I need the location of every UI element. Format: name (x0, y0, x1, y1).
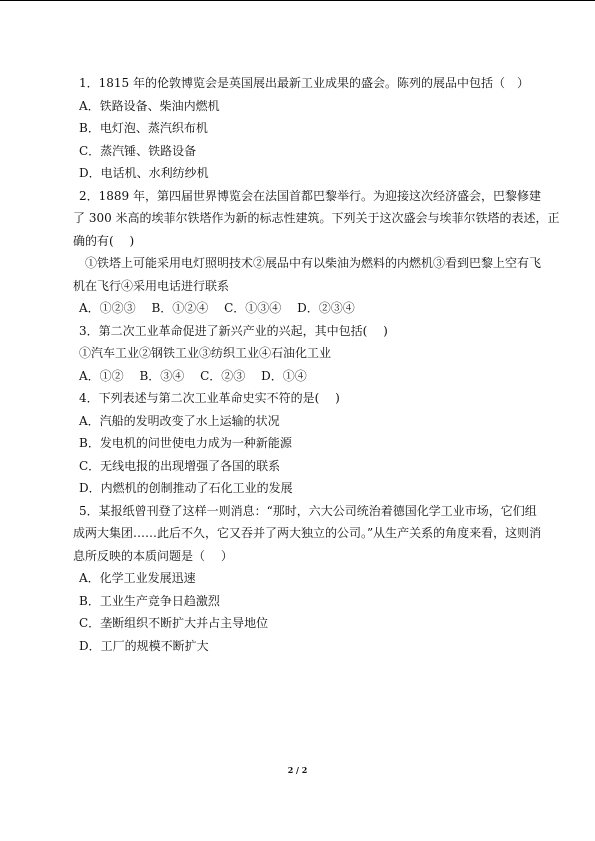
question-3-items: ①汽车工业②钢铁工业③纺织工业④石油化工业 (79, 346, 332, 360)
page-number: 2 / 2 (287, 765, 308, 775)
question-3 (73, 320, 543, 388)
question-3-stem: 3．第二次工业革命促进了新兴产业的兴起，其中包括( ) (79, 323, 388, 338)
question-4-option-a: A．汽船的发明改变了水上运输的状况 (79, 413, 280, 428)
question-5-stem-line-3: 息所反映的本质问题是（ ） (73, 548, 233, 563)
top-rule (0, 0, 595, 1)
question-1-option-c: C．蒸汽锤、铁路设备 (79, 143, 197, 158)
question-list (73, 72, 560, 657)
question-2-stem-line-5: 机在飞行④采用电话进行联系 (73, 278, 230, 293)
question-2-stem-line-2: 了 300 米高的埃菲尔铁塔作为新的标志性建筑。下列关于这次盛会与埃菲尔铁塔的表述，正 (73, 211, 560, 225)
question-1 (73, 72, 543, 185)
question-5 (73, 500, 543, 658)
question-2-stem-line-1: 2．1889 年，第四届世界博览会在法国首都巴黎举行。为迎接这次经济盛会，巴黎修建 (79, 188, 541, 203)
question-1-option-a: A．铁路设备、柴油内燃机 (79, 98, 220, 113)
question-5-option-a: A．化学工业发展迅速 (79, 571, 196, 585)
question-4-stem: 4．下列表述与第二次工业革命史实不符的是( ) (79, 391, 340, 405)
question-2-stem-line-4: ①铁塔上可能采用电灯照明技术②展品中有以柴油为燃料的内燃机③看到巴黎上空有飞 (73, 256, 542, 270)
question-4-option-c: C．无线电报的出现增强了各国的联系 (79, 458, 281, 473)
question-1-option-b: B．电灯泡、蒸汽织布机 (79, 121, 208, 135)
question-5-option-d: D．工厂的规模不断扩大 (79, 638, 209, 653)
question-3-options: A．①② B．③④ C．②③ D．①④ (79, 368, 307, 383)
question-2 (73, 185, 560, 320)
question-2-options: A．①②③ B．①②④ C．①③④ D．②③④ (79, 301, 355, 315)
question-4-option-d: D．内燃机的创制推动了石化工业的发展 (79, 481, 293, 495)
question-5-stem-line-1: 5．某报纸曾刊登了这样一则消息：“那时，六大公司统治着德国化学工业市场，它们组 (79, 503, 537, 518)
question-4-option-b: B．发电机的问世使电力成为一种新能源 (79, 436, 292, 450)
question-2-stem-line-3: 确的有( ) (73, 233, 135, 248)
question-5-option-b: B．工业生产竞争日趋激烈 (79, 593, 220, 608)
question-1-stem: 1．1815 年的伦敦博览会是英国展出最新工业成果的盛会。陈列的展品中包括（ ） (79, 76, 529, 90)
question-5-option-c: C．垄断组织不断扩大并占主导地位 (79, 616, 269, 630)
question-5-stem-line-2: 成两大集团……此后不久，它又吞并了两大独立的公司。”从生产关系的角度来看，这则消 (73, 526, 542, 540)
question-1-option-d: D．电话机、水利纺纱机 (79, 166, 209, 180)
question-4 (73, 387, 543, 500)
